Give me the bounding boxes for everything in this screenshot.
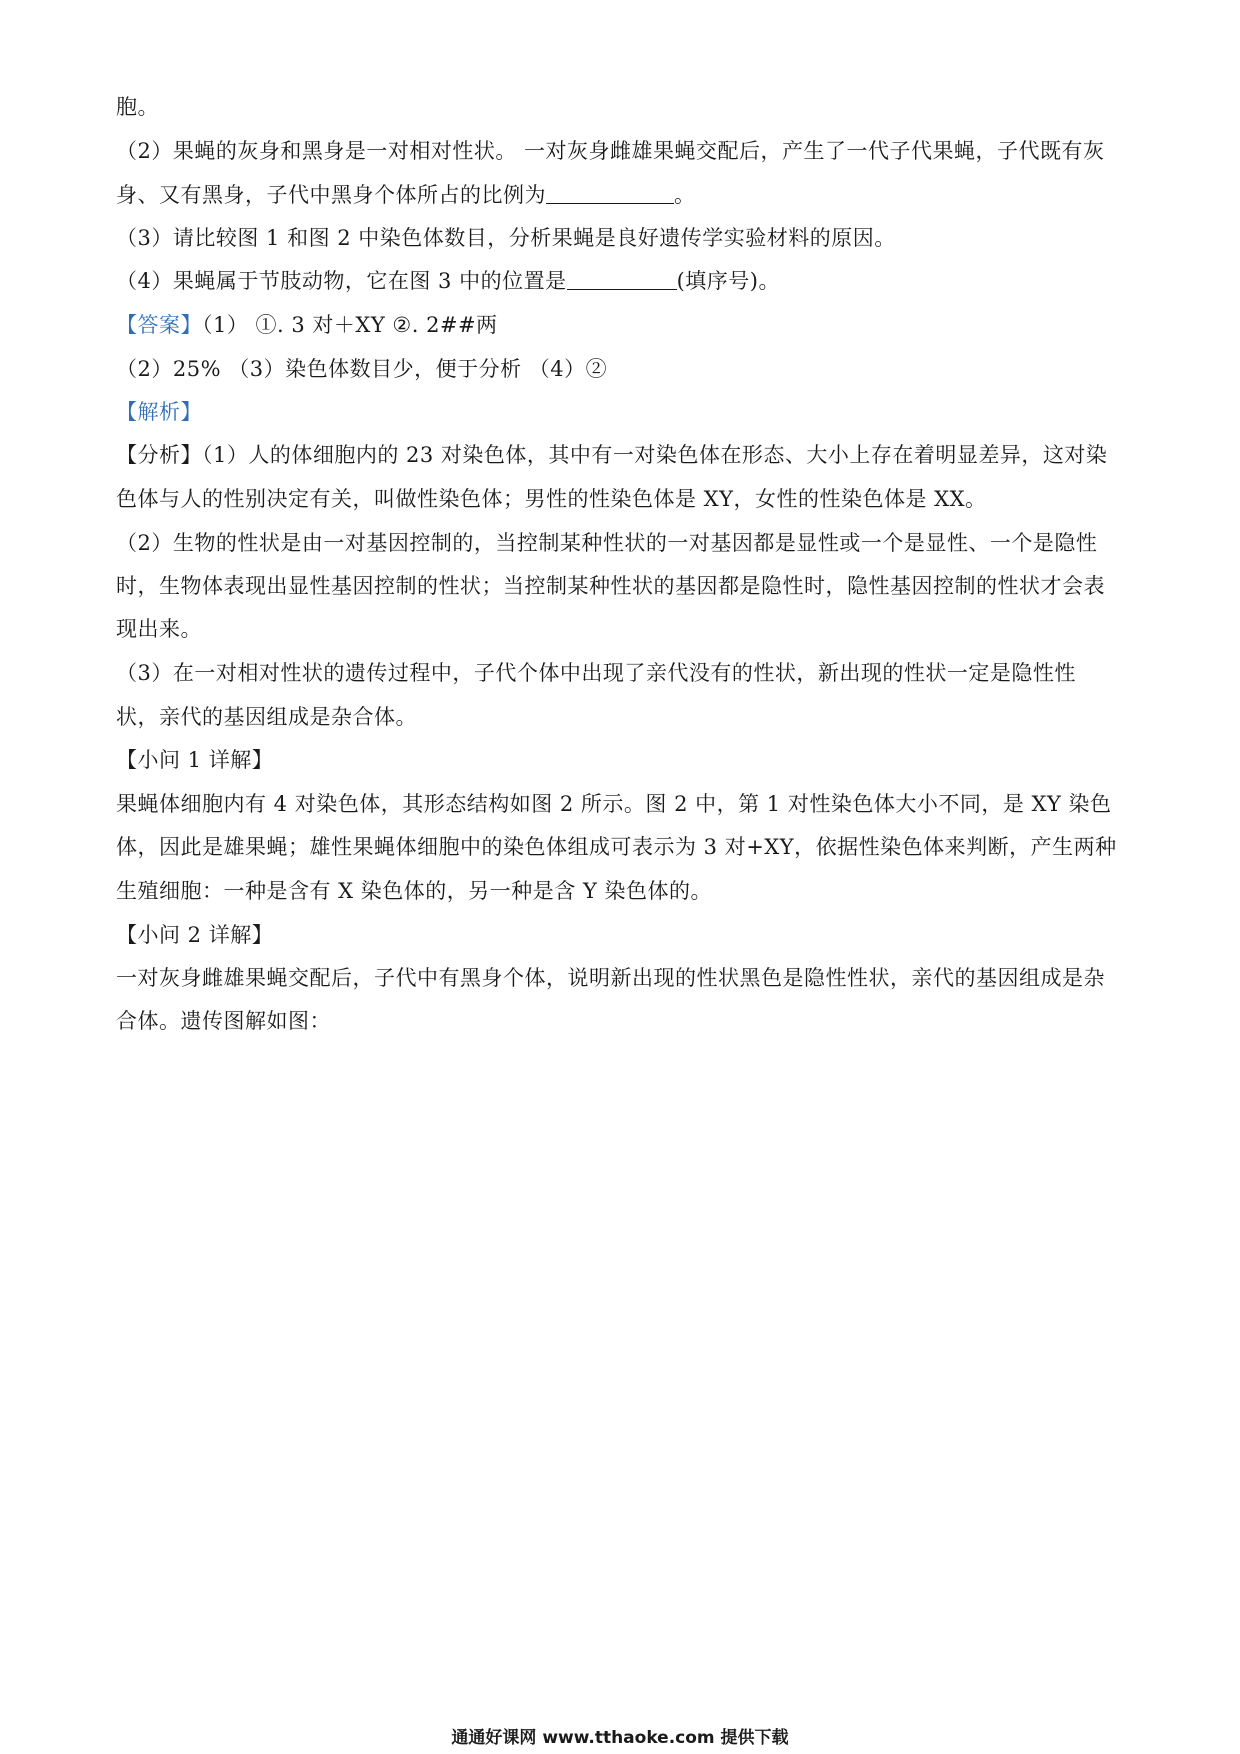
question-suffix: (填序号)。 bbox=[676, 269, 780, 293]
text-line: 色体与人的性别决定有关，叫做性染色体；男性的性染色体是 XY，女性的性染色体是 XX。 bbox=[116, 487, 987, 511]
analysis-heading: 【解析】 bbox=[116, 400, 202, 424]
text-line: 时，生物体表现出显性基因控制的性状；当控制某种性状的基因都是隐性时，隐性基因控制的性状才会表 bbox=[116, 574, 1105, 598]
text-line: （3）请比较图 1 和图 2 中染色体数目，分析果蝇是良好遗传学实验材料的原因。 bbox=[116, 226, 896, 250]
section-heading: 【小问 2 详解】 bbox=[116, 923, 274, 947]
page-footer: 通通好课网 www.tthaoke.com 提供下载 bbox=[451, 1728, 789, 1748]
text-line: （3）在一对相对性状的遗传过程中，子代个体中出现了亲代没有的性状，新出现的性状一定是隐性性 bbox=[116, 661, 1076, 685]
text-line: 【分析】（1）人的体细胞内的 23 对染色体，其中有一对染色体在形态、大小上存在着明显差异，这对染 bbox=[116, 443, 1108, 467]
text-line: 合体。遗传图解如图： bbox=[116, 1009, 331, 1033]
text-line: （2）生物的性状是由一对基因控制的，当控制某种性状的一对基因都是显性或一个是显性、一个是隐性 bbox=[116, 531, 1098, 555]
text-line: 现出来。 bbox=[116, 617, 202, 641]
text-line: 果蝇体细胞内有 4 对染色体，其形态结构如图 2 所示。图 2 中，第 1 对性染色体大小不同，是 XY 染色 bbox=[116, 792, 1112, 816]
text-line bbox=[116, 266, 1126, 296]
answer-text: （1） ①. 3 对＋XY ②. 2##两 bbox=[202, 313, 498, 337]
text-line: 状，亲代的基因组成是杂合体。 bbox=[116, 705, 417, 729]
answer-line bbox=[116, 310, 1126, 340]
text-line: 体，因此是雄果蝇；雄性果蝇体细胞中的染色体组成可表示为 3 对+XY，依据性染色体来判断，产生两种 bbox=[116, 835, 1117, 859]
text-line: 胞。 bbox=[116, 95, 159, 119]
text-line: （2）果蝇的灰身和黑身是一对相对性状。 一对灰身雌雄果蝇交配后，产生了一代子代果蝇，子代既有灰 bbox=[116, 139, 1105, 163]
answer-line: （2）25% （3）染色体数目少，便于分析 （4）② bbox=[116, 357, 608, 381]
text-line bbox=[116, 180, 1126, 210]
question-text: 身、又有黑身，子代中黑身个体所占的比例为 bbox=[116, 183, 546, 207]
punctuation: 。 bbox=[674, 183, 696, 207]
text-line: 生殖细胞：一种是含有 X 染色体的，另一种是含 Y 染色体的。 bbox=[116, 879, 713, 903]
answer-heading: 【答案】 bbox=[116, 313, 202, 337]
text-line: 一对灰身雌雄果蝇交配后，子代中有黑身个体，说明新出现的性状黑色是隐性性状，亲代的基因组成是杂 bbox=[116, 966, 1105, 990]
answer-blank bbox=[567, 269, 677, 290]
section-heading: 【小问 1 详解】 bbox=[116, 748, 274, 772]
answer-blank bbox=[546, 183, 674, 204]
question-text: （4）果蝇属于节肢动物，它在图 3 中的位置是 bbox=[116, 269, 567, 293]
